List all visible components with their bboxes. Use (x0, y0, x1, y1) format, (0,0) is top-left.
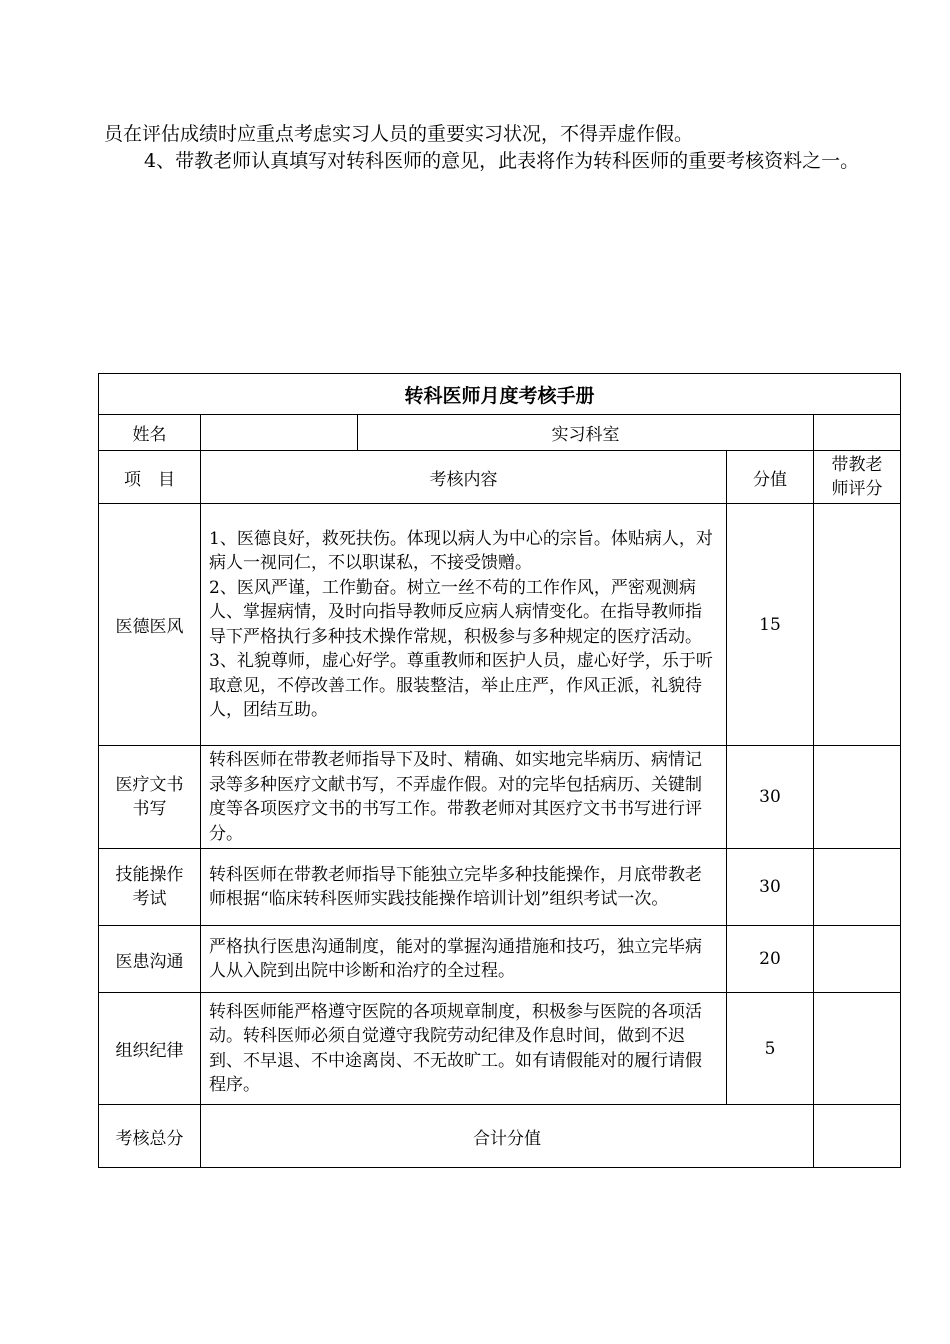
row-content: 转科医师在带教老师指导下及时、精确、如实地完毕病历、病情记录等多种医疗文献书写，不弄虚作假。对的完毕包括病历、关键制度等各项医疗文书的书写工作。带教老师对其医疗文书书写进行评分。 (201, 746, 727, 849)
table-row (99, 504, 901, 746)
header-teacher-score: 带教老师评分 (814, 451, 901, 504)
row-teacher-score-cell[interactable] (814, 504, 901, 746)
row-item: 医德医风 (99, 504, 201, 746)
row-content: 严格执行医患沟通制度，能对的掌握沟通措施和技巧，独立完毕病人从入院到出院中诊断和治疗的全过程。 (201, 926, 727, 993)
row-teacher-score-cell[interactable] (814, 993, 901, 1105)
total-score-cell[interactable] (814, 1105, 901, 1168)
row-content-point-1: 1、医德良好，救死扶伤。体现以病人为中心的宗旨。体贴病人，对病人一视同仁，不以职谋私，不接受馈赠。 (209, 528, 713, 573)
row-teacher-score-cell[interactable] (814, 849, 901, 926)
row-score: 15 (727, 504, 814, 746)
assessment-form-table (98, 373, 901, 1168)
total-sum-label: 合计分值 (201, 1105, 814, 1168)
row-teacher-score-cell[interactable] (814, 926, 901, 993)
row-score: 30 (727, 746, 814, 849)
row-content: 转科医师在带教老师指导下能独立完毕多种技能操作，月底带教老师根据“临床转科医师实践技能操作培训计划”组织考试一次。 (201, 849, 727, 926)
row-content-point-2: 2、医风严谨，工作勤奋。树立一丝不苟的工作作风，严密观测病人、掌握病情，及时向指导教师反应病人病情变化。在指导教师指导下严格执行多种技术操作常规，积极参与多种规定的医疗活动。 (209, 577, 702, 647)
table-row (99, 746, 901, 849)
header-score: 分值 (727, 451, 814, 504)
row-content (201, 504, 727, 746)
name-value-cell[interactable] (201, 415, 358, 451)
row-item: 医疗文书书写 (99, 746, 201, 849)
row-score: 20 (727, 926, 814, 993)
dept-label: 实习科室 (358, 415, 814, 451)
header-item: 项 目 (99, 451, 201, 504)
name-label: 姓名 (99, 415, 201, 451)
row-item: 医患沟通 (99, 926, 201, 993)
table-row (99, 849, 901, 926)
table-row (99, 993, 901, 1105)
row-score: 30 (727, 849, 814, 926)
dept-value-cell[interactable] (814, 415, 901, 451)
intro-item-4: 4、带教老师认真填写对转科医师的意见，此表将作为转科医师的重要考核资料之一。 (144, 150, 860, 172)
intro-line-1: 员在评估成绩时应重点考虑实习人员的重要实习状况，不得弄虚作假。 (104, 123, 694, 145)
row-content: 转科医师能严格遵守医院的各项规章制度，积极参与医院的各项活动。转科医师必须自觉遵守我院劳动纪律及作息时间，做到不迟到、不早退、不中途离岗、不无故旷工。如有请假能对的履行请假程序。 (201, 993, 727, 1105)
row-item: 技能操作考试 (99, 849, 201, 926)
header-content: 考核内容 (201, 451, 727, 504)
row-teacher-score-cell[interactable] (814, 746, 901, 849)
form-title: 转科医师月度考核手册 (99, 374, 901, 415)
total-label: 考核总分 (99, 1105, 201, 1168)
row-content-point-3: 3、礼貌尊师，虚心好学。尊重教师和医护人员，虚心好学，乐于听取意见，不停改善工作。服装整洁，举止庄严，作风正派，礼貌待人，团结互助。 (209, 651, 713, 720)
row-item: 组织纪律 (99, 993, 201, 1105)
row-score: 5 (727, 993, 814, 1105)
table-row (99, 926, 901, 993)
total-row (99, 1105, 901, 1168)
